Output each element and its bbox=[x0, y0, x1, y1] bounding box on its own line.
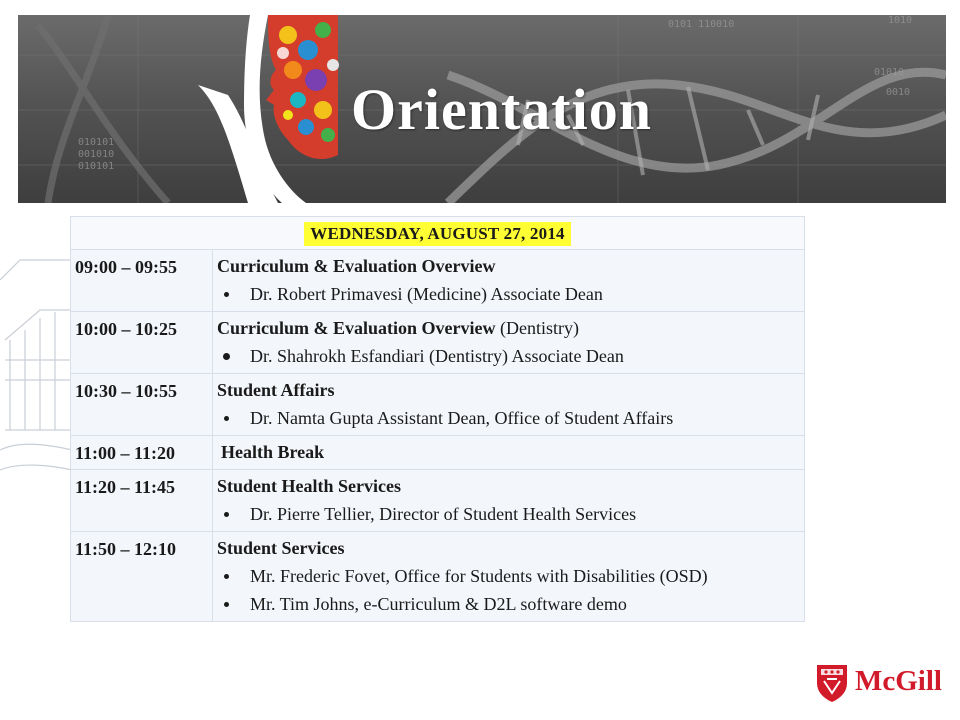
speaker-list bbox=[217, 501, 798, 527]
session-details bbox=[213, 470, 805, 532]
building-sketch-decoration bbox=[0, 200, 72, 520]
svg-text:0101 110010: 0101 110010 bbox=[668, 19, 735, 30]
session-time: 10:00 – 10:25 bbox=[71, 312, 213, 374]
session-time: 10:30 – 10:55 bbox=[71, 374, 213, 436]
speaker-item: Mr. Tim Johns, e-Curriculum & D2L software demo bbox=[217, 591, 798, 617]
mcgill-crest-icon bbox=[815, 663, 849, 703]
speaker-list bbox=[217, 281, 798, 307]
session-title: Curriculum & Evaluation Overview bbox=[217, 256, 496, 276]
schedule-table bbox=[70, 216, 805, 622]
table-row bbox=[71, 312, 805, 374]
table-row bbox=[71, 532, 805, 622]
svg-text:1010: 1010 bbox=[888, 15, 913, 26]
session-details bbox=[213, 532, 805, 622]
session-details bbox=[213, 374, 805, 436]
schedule-date: WEDNESDAY, AUGUST 27, 2014 bbox=[304, 222, 570, 246]
session-title: Student Health Services bbox=[217, 476, 401, 496]
speaker-item: Mr. Frederic Fovet, Office for Students with Disabilities (OSD) bbox=[217, 563, 798, 589]
session-title-suffix: (Dentistry) bbox=[495, 318, 579, 338]
session-time: 11:20 – 11:45 bbox=[71, 470, 213, 532]
speaker-item: Dr. Robert Primavesi (Medicine) Associate Dean bbox=[217, 281, 798, 307]
session-details bbox=[213, 312, 805, 374]
schedule-date-cell bbox=[71, 217, 805, 250]
table-row bbox=[71, 250, 805, 312]
mcgill-wordmark: McGill bbox=[855, 665, 942, 697]
session-time: 11:00 – 11:20 bbox=[71, 436, 213, 470]
session-details bbox=[213, 250, 805, 312]
speaker-item: Dr. Shahrokh Esfandiari (Dentistry) Associate Dean bbox=[217, 343, 798, 369]
page-title: Orientation bbox=[351, 77, 652, 142]
speaker-list bbox=[217, 405, 798, 431]
session-title: Health Break bbox=[221, 442, 325, 462]
orientation-banner bbox=[18, 15, 946, 203]
speaker-list bbox=[217, 563, 798, 617]
svg-text:001010: 001010 bbox=[78, 149, 115, 160]
svg-text:0010: 0010 bbox=[886, 87, 911, 98]
session-title: Curriculum & Evaluation Overview (Dentistry) bbox=[217, 318, 579, 338]
speaker-item: Dr. Pierre Tellier, Director of Student Health Services bbox=[217, 501, 798, 527]
schedule-date-row bbox=[71, 217, 805, 250]
session-title: Student Services bbox=[217, 538, 345, 558]
speaker-item: Dr. Namta Gupta Assistant Dean, Office of Student Affairs bbox=[217, 405, 798, 431]
table-row bbox=[71, 374, 805, 436]
session-time: 09:00 – 09:55 bbox=[71, 250, 213, 312]
svg-text:01010: 01010 bbox=[874, 67, 905, 78]
head-illustration bbox=[188, 15, 348, 203]
svg-text:010101: 010101 bbox=[78, 137, 115, 148]
table-row bbox=[71, 436, 805, 470]
speaker-list bbox=[217, 343, 798, 369]
session-time: 11:50 – 12:10 bbox=[71, 532, 213, 622]
svg-text:010101: 010101 bbox=[78, 161, 115, 172]
table-row bbox=[71, 470, 805, 532]
session-title: Student Affairs bbox=[217, 380, 335, 400]
session-details bbox=[213, 436, 805, 470]
